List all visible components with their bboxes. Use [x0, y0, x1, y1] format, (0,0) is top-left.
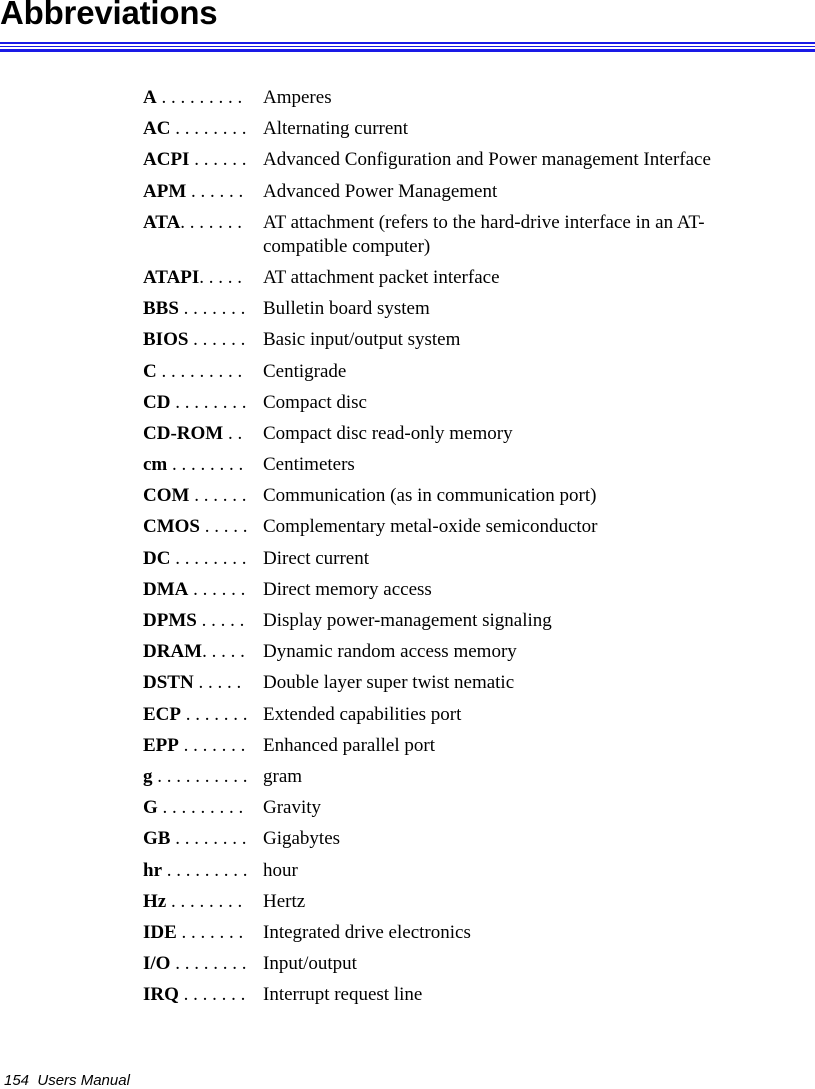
abbreviation-entry: [143, 328, 773, 352]
abbreviation-entry: [143, 578, 773, 602]
dot-leader: . . . . . .: [186, 180, 244, 202]
dot-leader: . . . . . . . . . .: [152, 765, 248, 787]
abbreviation-entry: [143, 422, 773, 446]
abbreviation-definition: Gigabytes: [263, 828, 341, 850]
abbreviation-entry: [143, 983, 773, 1007]
abbreviation-term-cell: [143, 211, 263, 235]
abbreviation-term-cell: [143, 266, 263, 290]
abbreviation-entry: [143, 148, 773, 172]
dot-leader: . . . . . . .: [176, 921, 244, 943]
abbreviation-definition: Display power-management signaling: [263, 610, 552, 631]
abbreviation-term: DC: [143, 547, 171, 569]
abbreviation-term: AC: [143, 118, 171, 140]
abbreviation-definition: Compact disc read-only memory: [263, 422, 513, 444]
abbreviation-term: C: [143, 360, 157, 382]
dot-leader: . . . . . .: [189, 149, 247, 171]
dot-leader: . . . . . . . .: [170, 953, 247, 975]
abbreviation-term-cell: [143, 148, 263, 172]
page-title: Abbreviations: [0, 0, 218, 31]
abbreviation-definition: Compact disc: [263, 391, 367, 413]
abbreviation-entry: [143, 391, 773, 415]
dot-leader: . . . . . . . .: [166, 890, 243, 912]
abbreviation-term: hr: [143, 859, 162, 881]
abbreviation-definition: Direct memory access: [263, 578, 432, 600]
abbreviation-term-cell: [143, 827, 263, 851]
dot-leader: . . . . . . . . .: [162, 859, 248, 881]
abbreviation-definition: hour: [263, 859, 298, 881]
abbreviation-entry: [143, 117, 773, 141]
dot-leader: . . . . . . . . .: [156, 87, 243, 108]
abbreviation-term: Hz: [143, 890, 167, 912]
abbreviation-definition: Communication (as in communication port): [263, 485, 597, 507]
abbreviation-term-cell: [143, 921, 263, 945]
abbreviation-entry: [143, 86, 773, 110]
dot-leader: . . . . .: [200, 516, 248, 538]
abbreviation-definition: AT attachment packet interface: [263, 266, 500, 288]
abbreviation-definition: AT attachment (refers to the hard-drive interface in an AT-compatible computer): [263, 211, 705, 257]
title-rule: [0, 42, 815, 44]
abbreviation-term-cell: [143, 453, 263, 477]
dot-leader: . . . . .: [196, 610, 245, 631]
abbreviation-term: DSTN: [143, 672, 194, 694]
dot-leader: . . . . . . . .: [170, 828, 247, 850]
abbreviation-entry: [143, 515, 773, 539]
abbreviation-term: IDE: [143, 921, 177, 943]
abbreviation-term-cell: [143, 117, 263, 141]
abbreviation-entry: [143, 859, 773, 883]
abbreviation-term-cell: [143, 297, 263, 321]
abbreviation-list: [143, 86, 773, 1014]
abbreviation-term-cell: [143, 484, 263, 508]
abbreviation-term: BBS: [143, 298, 179, 320]
abbreviation-definition: Input/output: [263, 953, 357, 975]
abbreviation-definition: Extended capabilities port: [263, 703, 462, 725]
abbreviation-term: ATAPI: [143, 266, 200, 288]
dot-leader: . . . . . . . .: [170, 391, 247, 413]
abbreviation-term-cell: [143, 952, 263, 976]
abbreviation-term: ECP: [143, 703, 181, 725]
abbreviation-definition: Dynamic random access memory: [263, 641, 517, 663]
abbreviation-term-cell: [143, 86, 263, 110]
dot-leader: . . . . . . . .: [170, 118, 247, 140]
abbreviation-entry: [143, 547, 773, 571]
abbreviation-definition: Basic input/output system: [263, 329, 461, 351]
abbreviation-entry: [143, 703, 773, 727]
abbreviation-term: A: [143, 87, 157, 108]
abbreviation-term-cell: [143, 765, 263, 789]
dot-leader: . . . . . . .: [178, 984, 246, 1006]
abbreviation-term-cell: [143, 890, 263, 914]
abbreviation-term-cell: [143, 796, 263, 820]
abbreviation-term-cell: [143, 422, 263, 446]
abbreviation-term: CD: [143, 391, 171, 413]
abbreviation-entry: [143, 827, 773, 851]
abbreviation-definition: gram: [263, 765, 303, 787]
abbreviation-term-cell: [143, 734, 263, 758]
abbreviation-entry: [143, 453, 773, 477]
abbreviation-term-cell: [143, 547, 263, 571]
abbreviation-definition: Hertz: [263, 890, 306, 912]
abbreviation-term: ATA: [143, 211, 181, 233]
abbreviation-entry: [143, 484, 773, 508]
dot-leader: . . . . . . . .: [170, 547, 247, 569]
abbreviation-definition: Advanced Power Management: [263, 180, 498, 202]
abbreviation-term: EPP: [143, 734, 179, 756]
abbreviation-entry: [143, 180, 773, 204]
dot-leader: . .: [223, 422, 243, 444]
abbreviation-definition: Bulletin board system: [263, 298, 430, 320]
abbreviation-term-cell: [143, 578, 263, 602]
abbreviation-term: COM: [143, 485, 190, 507]
abbreviation-term-cell: [143, 671, 263, 695]
abbreviation-entry: [143, 211, 773, 259]
abbreviation-term: cm: [143, 454, 168, 476]
abbreviation-term: BIOS: [143, 329, 189, 351]
abbreviation-term: I/O: [143, 953, 171, 975]
abbreviation-entry: [143, 266, 773, 290]
abbreviation-entry: [143, 952, 773, 976]
dot-leader: . . . . . . . .: [167, 454, 244, 476]
dot-leader: . . . . . . . . .: [157, 797, 244, 819]
abbreviation-term: DMA: [143, 578, 189, 600]
dot-leader: . . . . . .: [189, 485, 247, 507]
dot-leader: . . . . . . .: [178, 298, 246, 320]
abbreviation-term-cell: [143, 180, 263, 204]
abbreviation-term-cell: [143, 360, 263, 384]
abbreviation-definition: Gravity: [263, 797, 322, 819]
dot-leader: . . . . . . . . .: [156, 360, 243, 382]
abbreviation-term: CMOS: [143, 516, 200, 538]
abbreviation-term: CD-ROM: [143, 422, 224, 444]
dot-leader: . . . . . .: [188, 329, 246, 351]
page-footer: 154 Users Manual: [4, 1072, 130, 1089]
abbreviation-entry: [143, 609, 773, 633]
abbreviation-entry: [143, 734, 773, 758]
abbreviation-definition: Interrupt request line: [263, 984, 423, 1006]
title-rule: [0, 46, 815, 47]
abbreviation-term-cell: [143, 515, 263, 539]
dot-leader: . . . . .: [202, 641, 245, 663]
dot-leader: . . . . . .: [188, 578, 246, 600]
abbreviation-definition: Amperes: [263, 87, 332, 108]
abbreviation-term-cell: [143, 609, 263, 633]
dot-leader: . . . . .: [193, 672, 242, 694]
abbreviation-term-cell: [143, 328, 263, 352]
dot-leader: . . . . . . .: [178, 734, 246, 756]
dot-leader: . . . . .: [199, 266, 243, 288]
abbreviation-definition: Alternating current: [263, 118, 409, 140]
abbreviation-term-cell: [143, 859, 263, 883]
abbreviation-term: g: [143, 765, 153, 787]
abbreviation-entry: [143, 765, 773, 789]
abbreviation-term: IRQ: [143, 984, 179, 1006]
abbreviation-term: DPMS: [143, 610, 197, 631]
abbreviation-entry: [143, 921, 773, 945]
abbreviation-term-cell: [143, 640, 263, 664]
abbreviation-definition: Centimeters: [263, 454, 355, 476]
abbreviation-term: GB: [143, 828, 171, 850]
abbreviation-definition: Double layer super twist nematic: [263, 672, 515, 694]
abbreviation-entry: [143, 640, 773, 664]
abbreviation-definition: Enhanced parallel port: [263, 734, 435, 756]
abbreviation-definition: Direct current: [263, 547, 370, 569]
abbreviation-term-cell: [143, 703, 263, 727]
abbreviation-definition: Integrated drive electronics: [263, 921, 471, 943]
abbreviation-entry: [143, 360, 773, 384]
abbreviation-entry: [143, 297, 773, 321]
dot-leader: . . . . . . .: [181, 703, 248, 725]
abbreviation-definition: Advanced Configuration and Power management Interface: [263, 149, 711, 171]
abbreviation-term: ACPI: [143, 149, 190, 171]
abbreviation-definition: Complementary metal-oxide semiconductor: [263, 516, 598, 538]
abbreviation-entry: [143, 890, 773, 914]
abbreviation-term: G: [143, 797, 158, 819]
abbreviation-term-cell: [143, 391, 263, 415]
abbreviation-entry: [143, 796, 773, 820]
abbreviation-term: APM: [143, 180, 187, 202]
abbreviation-entry: [143, 671, 773, 695]
abbreviation-term: DRAM: [143, 641, 203, 663]
abbreviation-term-cell: [143, 983, 263, 1007]
abbreviation-definition: Centigrade: [263, 360, 347, 382]
title-rule: [0, 49, 815, 52]
dot-leader: . . . . . . .: [180, 211, 243, 233]
